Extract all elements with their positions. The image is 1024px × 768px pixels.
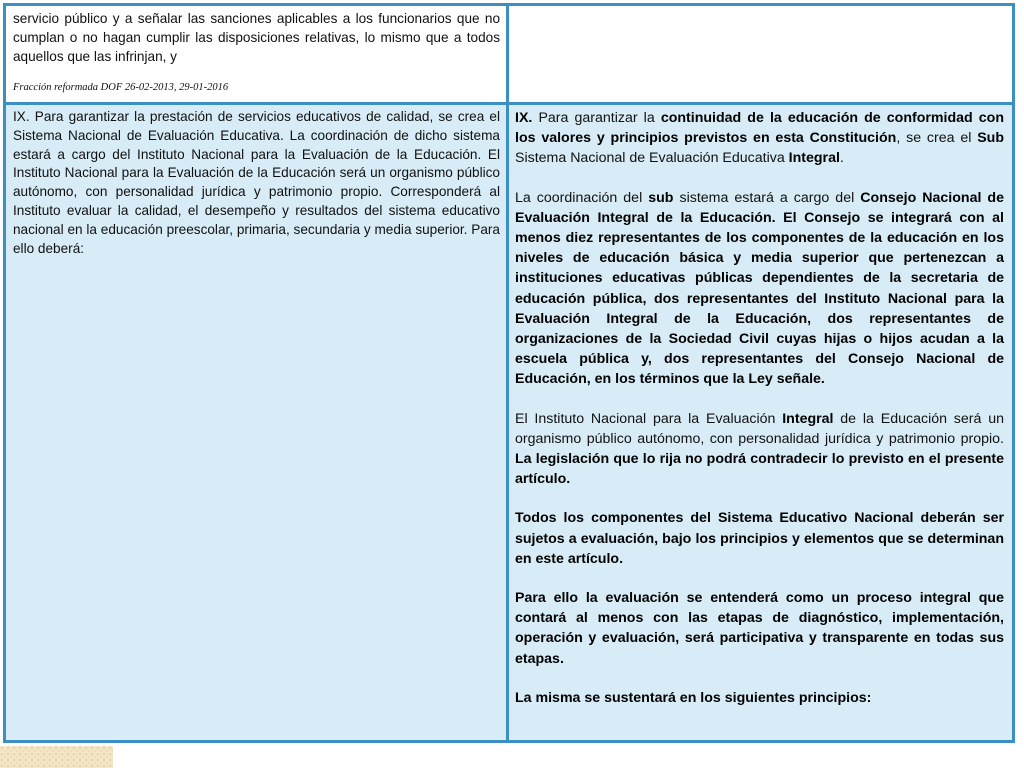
text-run-bold: Integral (782, 410, 834, 427)
comparison-table (3, 3, 1015, 743)
text-run: , se crea el (896, 130, 978, 147)
table-cell-current-text (6, 105, 506, 740)
text-run: de la Educación será un organismo público autónomo, con personalidad jurídica y patrimonio propio. (515, 410, 1005, 447)
text-run-bold: La legislación que lo rija no podrá contradecir lo previsto en el presente artículo. (515, 451, 1004, 488)
text-run: La coordinación del (515, 189, 649, 206)
text-run-bold: Integral (788, 150, 840, 167)
proposal-paragraph-5: Para ello la evaluación se entenderá como un proceso integral que contará al menos con las etapas de diagnóstico, implementación, operación y evaluación, será participativa y transparente en todas sus etapas. (515, 590, 1004, 667)
text-run-bold: Consejo Nacional de Evaluación Integral de la Educación. El Consejo se integrará con al menos diez representantes de los componentes de la educación en los niveles de educación básica y media superior que pertenezcan a instituciones educativas públicas dependientes de la secretaria de educación pública, dos representantes del Instituto Nacional para la Evaluación Integral de la Educación, dos representantes de organizaciones de la Sociedad Civil cuyas hijas o hijos acudan a la escuela pública y, dos representantes del Consejo Nacional de Educación, en los términos que la Ley señale. (515, 189, 1004, 388)
current-text-continuation: servicio público y a señalar las sanciones aplicables a los funcionarios que no cumplan o no hagan cumplir las disposiciones relativas, lo mismo que a todos aquellos que las infrinjan, y (13, 11, 500, 64)
proposal-paragraph-3 (515, 409, 1004, 490)
text-run: sistema estará a cargo del (673, 189, 861, 206)
table-cell-top-right (509, 6, 1012, 102)
text-run: El Instituto Nacional para la Evaluación (515, 410, 783, 427)
current-fraction-ix: IX. Para garantizar la prestación de servicios educativos de calidad, se crea el Sistema Nacional de Evaluación Educativa. La coordinación de dicho sistema estará a cargo del Instituto Nacional para la Evaluación de la Educación. El Instituto Nacional para la Evaluación de la Educación será un organismo público autónomo, con personalidad jurídica y patrimonio propio. Corresponderá al Instituto evaluar la calidad, el desempeño y resultados del sistema educativo nacional en la educación preescolar, primaria, secundaria y media superior. Para ello deberá: (13, 109, 500, 256)
reform-note: Fracción reformada DOF 26-02-2013, 29-01-2016 (13, 82, 229, 94)
proposal-paragraph-1 (515, 108, 1004, 169)
text-run: Para garantizar la (532, 110, 661, 126)
proposal-paragraph-2 (515, 188, 1004, 390)
text-run-bold: continuidad de la educación de conformidad con los valores y principios previstos en esta Constitución (515, 110, 1004, 147)
decorative-pattern (0, 746, 113, 768)
text-run-bold: Sub (977, 130, 1004, 147)
text-run: . (839, 150, 844, 167)
text-run: Sistema Nacional de Evaluación Educativa (515, 150, 789, 167)
table-cell-proposed-text (509, 105, 1012, 740)
fraction-number: IX. (515, 110, 533, 126)
proposal-paragraph-6: La misma se sustentará en los siguientes principios: (515, 689, 872, 706)
table-cell-top-left (6, 6, 506, 102)
text-run-bold: sub (648, 189, 674, 206)
proposal-paragraph-4: Todos los componentes del Sistema Educativo Nacional deberán ser sujetos a evaluación, bajo los principios y elementos que se determinan en este artículo. (515, 510, 1004, 567)
